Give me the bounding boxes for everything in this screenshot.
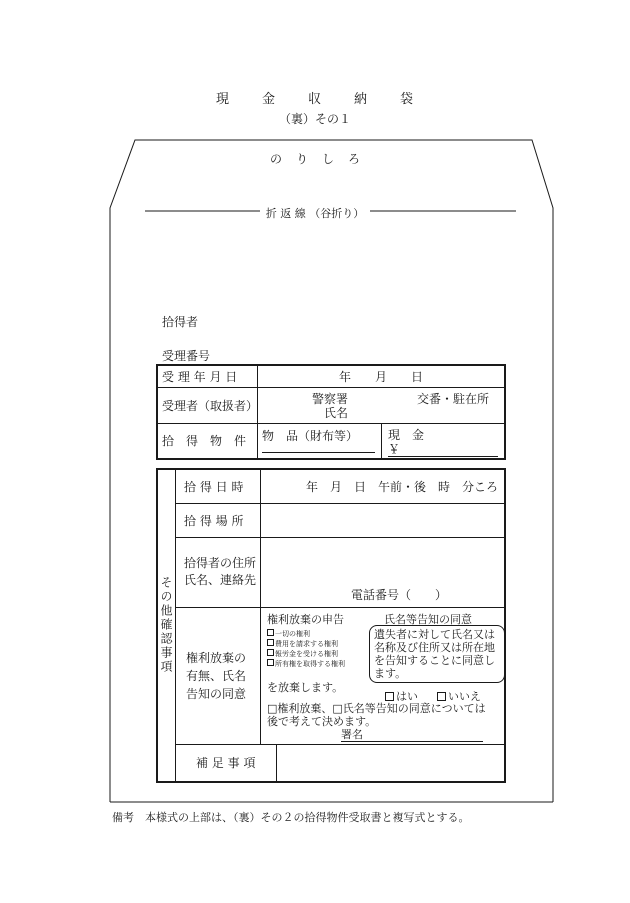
rights-label-line: 告知の同意 xyxy=(186,686,247,701)
rights-consent-label xyxy=(176,607,261,744)
found-item-field xyxy=(258,423,506,459)
waiver-option-label: 所有権を取得する権利 xyxy=(275,659,345,668)
waiver-option[interactable] xyxy=(267,629,345,639)
table-row xyxy=(157,365,505,387)
goods-label: 物 品（財布等） xyxy=(262,428,359,443)
no-checkbox[interactable] xyxy=(437,692,446,701)
title-char: 納 xyxy=(354,92,369,107)
consent-text-line: ます。 xyxy=(374,666,407,680)
yes-checkbox[interactable] xyxy=(385,692,394,701)
glue-char: ろ xyxy=(348,152,361,166)
page-subtitle: （裏）その１ xyxy=(278,112,351,126)
receiver-name-text: 氏名 xyxy=(324,406,349,420)
footnote: 備考 本様式の上部は、（裏）その２の拾得物件受取書と複写式とする。 xyxy=(112,811,470,824)
waiver-options xyxy=(267,629,345,669)
waiver-option-label: 一切の権利 xyxy=(275,629,310,638)
table-row xyxy=(157,503,505,537)
no-label: いいえ xyxy=(448,689,481,703)
glue-char: し xyxy=(322,152,335,166)
checkbox[interactable] xyxy=(267,649,274,656)
phone-number-label: 電話番号（ ） xyxy=(351,587,448,602)
glue-char: の xyxy=(269,152,282,166)
rights-label-line: 権利放棄の xyxy=(186,650,247,665)
police-station-text: 警察署 xyxy=(312,392,349,406)
decide-later-text xyxy=(267,702,486,728)
decide-later-line: □権利放棄、□氏名等告知の同意については xyxy=(267,701,486,715)
fold-line-text: 折 返 線 （谷折り） xyxy=(260,207,371,220)
waiver-option-label: 費用を請求する権利 xyxy=(275,639,338,648)
yes-label: はい xyxy=(396,689,418,703)
table-row xyxy=(157,537,505,607)
finder-label: 拾得者 xyxy=(162,315,199,329)
goods-cell[interactable] xyxy=(258,424,382,458)
rights-consent-field xyxy=(261,607,506,744)
finder-contact-field[interactable] xyxy=(261,537,506,607)
glue-char: り xyxy=(295,152,308,166)
checkbox[interactable] xyxy=(267,659,274,666)
table-row xyxy=(157,469,505,503)
decide-later-line: 後で考えて決めます。 xyxy=(267,714,377,728)
table-row xyxy=(157,387,505,423)
receipt-number-label: 受理番号 xyxy=(162,349,211,363)
consent-text-line: 名称及び住所又は所在地 xyxy=(374,640,495,654)
cash-cell[interactable] xyxy=(382,424,504,458)
finder-contact-label-line: 拾得者の住所 xyxy=(184,556,257,570)
receipt-date-field[interactable]: 年 月 日 xyxy=(258,365,506,387)
title-char: 現 xyxy=(215,92,230,107)
yen-sign: ￥ xyxy=(388,443,498,457)
waiver-option[interactable] xyxy=(267,659,345,669)
receipt-date-label: 受 理 年 月 日 xyxy=(157,365,258,387)
cash-label: 現 金 xyxy=(388,427,425,442)
consent-text-box xyxy=(369,625,505,683)
goods-underline xyxy=(262,452,375,453)
rights-label-line: 有無、氏名 xyxy=(186,668,247,683)
other-items-side-label: その他確認事項 xyxy=(159,576,173,675)
supplement-cell xyxy=(176,744,506,782)
waiver-title: 権利放棄の申告 xyxy=(267,612,344,626)
found-place-field[interactable] xyxy=(261,503,506,537)
finder-contact-label xyxy=(176,537,261,607)
found-place-label: 拾 得 場 所 xyxy=(176,503,261,537)
table-row xyxy=(157,607,505,744)
receipt-table xyxy=(156,364,506,460)
signature-field[interactable] xyxy=(341,728,483,742)
fold-line-label xyxy=(0,205,630,221)
koban-text: 交番・駐在所 xyxy=(417,392,490,406)
supplement-field[interactable] xyxy=(276,745,500,781)
supplement-label: 補 足 事 項 xyxy=(196,756,256,770)
title-char: 収 xyxy=(307,92,322,107)
checkbox[interactable] xyxy=(267,629,274,636)
receiver-label: 受理者（取扱者） xyxy=(157,387,258,423)
title-char: 金 xyxy=(261,92,276,107)
glue-area-label xyxy=(0,150,630,167)
confirmation-table xyxy=(156,468,506,783)
signature-label: 署名 xyxy=(341,727,363,741)
title-char: 袋 xyxy=(400,92,415,107)
waiver-option-label: 報労金を受ける権利 xyxy=(275,649,338,658)
checkbox[interactable] xyxy=(267,639,274,646)
found-datetime-label: 拾 得 日 時 xyxy=(176,469,261,503)
finder-contact-label-line: 氏名、連絡先 xyxy=(184,573,257,587)
consent-text-line: を告知することに同意し xyxy=(374,653,495,667)
waiver-option[interactable] xyxy=(267,639,345,649)
table-row xyxy=(157,423,505,459)
found-item-label: 拾 得 物 件 xyxy=(157,423,258,459)
found-datetime-field[interactable]: 年 月 日 午前・後 時 分ころ xyxy=(261,469,506,503)
table-row xyxy=(157,744,505,782)
waiver-suffix: を放棄します。 xyxy=(267,680,344,694)
other-items-side-cell xyxy=(157,469,176,782)
consent-title: 氏名等告知の同意 xyxy=(384,612,472,626)
waiver-option[interactable] xyxy=(267,649,345,659)
receiver-field[interactable] xyxy=(258,387,506,423)
consent-text-line: 遺失者に対して氏名又は xyxy=(374,627,495,641)
